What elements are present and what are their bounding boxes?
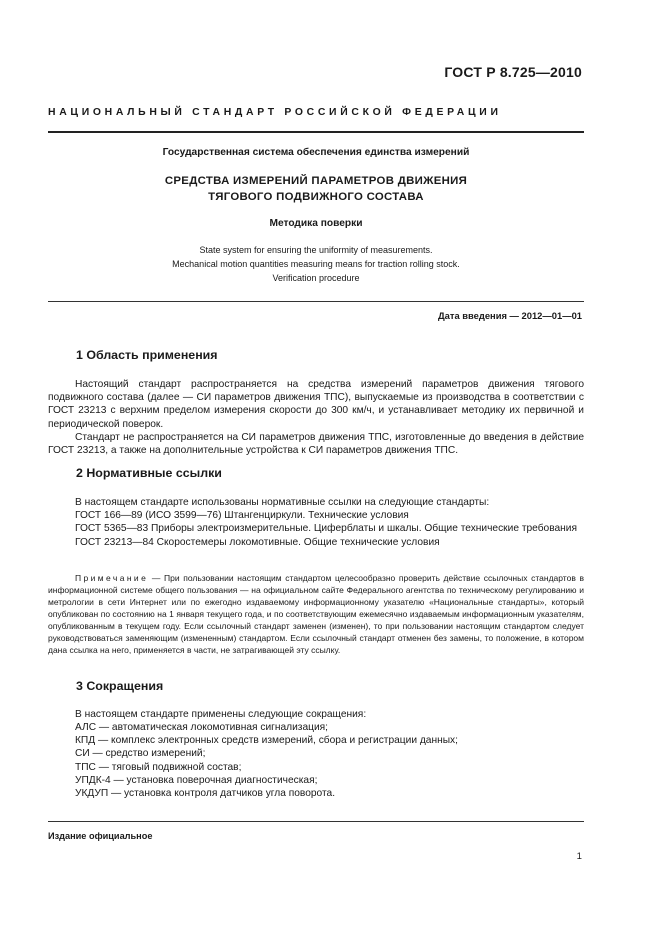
- main-title-line2: ТЯГОВОГО ПОДВИЖНОГО СОСТАВА: [208, 191, 424, 203]
- section-3-title: 3 Сокращения: [76, 679, 164, 693]
- title-divider: [48, 301, 584, 302]
- section-1-paragraph-1: Настоящий стандарт распространяется на средства измерений параметров движения тягового подвижного состава (далее — СИ параметров движения ТПС), выпускаемые из производства в соответствии с ГОСТ 23213 с верхним пределом измерения скорости до 300 км/ч, и устанавливает методику их первичной и периодической поверок.: [48, 379, 584, 430]
- list-item: УПДК-4 — установка поверочная диагностическая;: [75, 774, 318, 786]
- reference-gost-23213: ГОСТ 23213—84 Скоростемеры локомотивные. Общие технические условия: [75, 536, 440, 548]
- list-item: ТПС — тяговый подвижной состав;: [75, 761, 242, 773]
- main-title-line1: СРЕДСТВА ИЗМЕРЕНИЙ ПАРАМЕТРОВ ДВИЖЕНИЯ: [164, 175, 468, 187]
- note-paragraph: [48, 572, 584, 656]
- section-3-intro-block: [48, 708, 584, 721]
- section-1-title: 1 Область применения: [76, 348, 218, 362]
- reference-gost-166: ГОСТ 166—89 (ИСО 3599—76) Штангенциркули. Технические условия: [75, 510, 409, 522]
- section-2-body: [48, 496, 584, 549]
- english-title-line1: State system for ensuring the uniformity of measurements.: [199, 245, 433, 255]
- system-title: Государственная система обеспечения единства измерений: [162, 147, 470, 158]
- introduction-date: Дата введения — 2012—01—01: [437, 310, 582, 321]
- page-number: 1: [576, 851, 582, 862]
- list-item: СИ — средство измерений;: [75, 748, 206, 760]
- official-edition-label: Издание официальное: [48, 831, 153, 841]
- header-divider: [48, 131, 584, 133]
- section-1-paragraph-2: Стандарт не распространяется на СИ параметров движения ТПС, изготовленные до введения в действие ГОСТ 23213, а также на дополнительные устройства к СИ параметров движения ТПС.: [48, 431, 584, 457]
- english-title: [48, 243, 584, 285]
- list-item: УКДУП — установка контроля датчиков угла поворота.: [75, 788, 336, 800]
- list-item: АЛС — автоматическая локомотивная сигнализация;: [75, 722, 328, 733]
- abbreviation-list: [48, 721, 584, 800]
- national-standard-line: НАЦИОНАЛЬНЫЙ СТАНДАРТ РОССИЙСКОЙ ФЕДЕРАЦИИ: [48, 107, 502, 118]
- gost-code: ГОСТ Р 8.725—2010: [444, 64, 582, 80]
- english-title-line3: Verification procedure: [272, 273, 360, 283]
- note-text: — При пользовании настоящим стандартом целесообразно проверить действие ссылочных стандартов в информационной системе общего пользования — на официальном сайте Федерального агентства по техническому регулированию и метрологии в сети Интернет или по ежегодно издаваемому информационному указателю «Национальные стандарты», который опубликован по состоянию на 1 января текущего года, и по соответствующим ежемесячно издаваемым информационным указателям, опубликованным в текущем году. Если ссылочный стандарт заменен (изменен), то при пользовании настоящим стандартом следует руководствоваться заменяющим (измененным) стандартом. Если ссылочный стандарт отменен без замены, то положение, в котором дана ссылка на него, применяется в части, не затрагивающей эту ссылку.: [48, 573, 584, 655]
- note-label: Примечание: [75, 573, 149, 583]
- section-2-title: 2 Нормативные ссылки: [76, 466, 222, 480]
- list-item: КПД — комплекс электронных средств измерений, сбора и регистрации данных;: [75, 735, 458, 747]
- section-1-body: [48, 378, 584, 457]
- method-title: Методика поверки: [269, 218, 363, 229]
- reference-gost-5365: ГОСТ 5365—83 Приборы электроизмерительные. Циферблаты и шкалы. Общие технические требования: [75, 523, 578, 535]
- footer-divider: [48, 821, 584, 822]
- section-3-intro: В настоящем стандарте применены следующие сокращения:: [75, 709, 367, 720]
- section-2-intro: В настоящем стандарте использованы нормативные ссылки на следующие стандарты:: [75, 497, 490, 508]
- section-2-note: [48, 572, 584, 656]
- main-title: [48, 173, 584, 205]
- english-title-line2: Mechanical motion quantities measuring means for traction rolling stock.: [172, 259, 460, 269]
